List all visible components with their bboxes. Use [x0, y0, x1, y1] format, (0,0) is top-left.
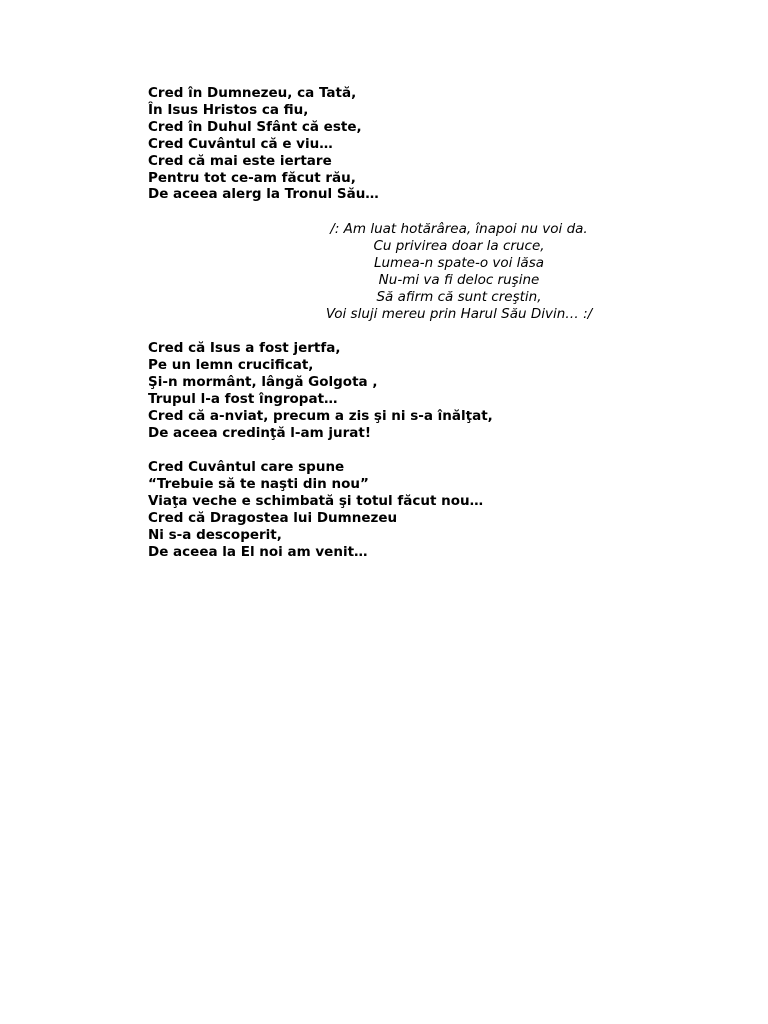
chorus-line: Cu privirea doar la cruce, [373, 237, 545, 254]
verse-line: De aceea la El noi am venit… [148, 543, 368, 560]
chorus [300, 221, 618, 322]
verse-3 [148, 459, 483, 560]
verse-line: Viaţa veche e schimbată şi totul făcut nou… [148, 492, 484, 509]
verse-2 [148, 340, 493, 441]
verse-line: Cred că a-nviat, precum a zis şi ni s-a înălţat, [148, 407, 493, 424]
verse-line: Trupul l-a fost îngropat… [148, 390, 338, 407]
chorus-line: Lumea-n spate-o voi lăsa [373, 254, 545, 271]
verse-line: Cred că mai este iertare [148, 152, 332, 169]
verse-line: Şi-n mormânt, lângă Golgota , [148, 373, 378, 390]
verse-line: În Isus Hristos ca fiu, [148, 101, 309, 118]
verse-line: “Trebuie să te naşti din nou” [148, 475, 369, 492]
verse-1 [148, 85, 379, 203]
chorus-line: Să afirm că sunt creştin, [376, 288, 542, 305]
chorus-line: /: Am luat hotărârea, înapoi nu voi da. [330, 221, 588, 237]
verse-line: Ni s-a descoperit, [148, 526, 282, 543]
verse-line: De aceea credinţă l-am jurat! [148, 424, 372, 441]
verse-line: Cred în Dumnezeu, ca Tată, [148, 85, 357, 101]
verse-line: Pe un lemn crucificat, [148, 356, 314, 373]
verse-line: De aceea alerg la Tronul Său… [148, 186, 379, 203]
chorus-line: Nu-mi va fi deloc ruşine [378, 271, 540, 288]
verse-line: Pentru tot ce-am făcut rău, [148, 169, 356, 186]
verse-line: Cred în Duhul Sfânt că este, [148, 118, 362, 135]
verse-line: Cred că Isus a fost jertfa, [148, 340, 341, 356]
verse-line: Cred că Dragostea lui Dumnezeu [148, 509, 398, 526]
verse-line: Cred Cuvântul care spune [148, 459, 345, 475]
verse-line: Cred Cuvântul că e viu… [148, 135, 333, 152]
chorus-line: Voi sluji mereu prin Harul Său Divin… :/ [325, 305, 593, 322]
